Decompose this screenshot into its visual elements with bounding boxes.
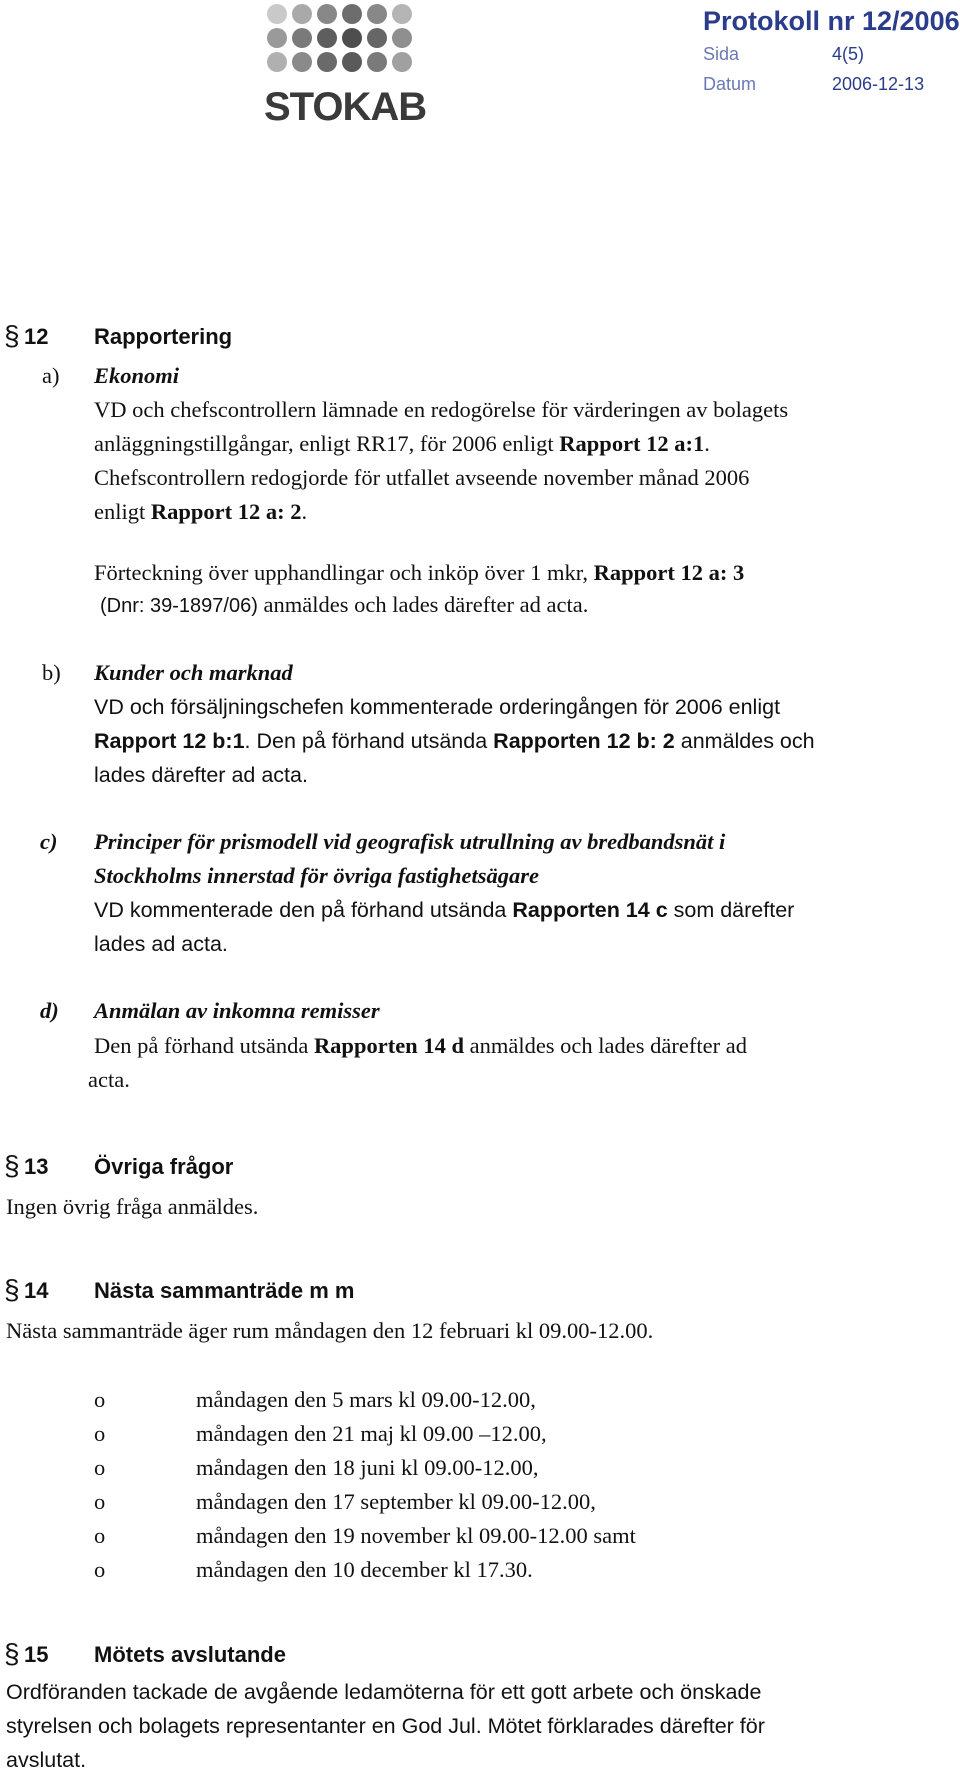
report-reference: Rapport 12 a: 3 (593, 560, 745, 585)
logo-dot (317, 4, 337, 24)
text-line: VD och försäljningschefen kommenterade orderingången för 2006 enligt (94, 695, 781, 719)
logo-dot (267, 52, 287, 72)
section-number: 13 (24, 1154, 49, 1179)
list-bullet: o (94, 1387, 106, 1412)
section-number: 15 (24, 1642, 49, 1667)
text-line: lades ad acta. (94, 932, 228, 956)
text-line: avslutat. (6, 1748, 87, 1772)
section-title: Övriga frågor (94, 1154, 234, 1179)
list-bullet: o (94, 1557, 106, 1582)
list-item: måndagen den 10 december kl 17.30. (196, 1557, 533, 1582)
section-title: Nästa sammanträde m m (94, 1278, 355, 1303)
item-marker-d: d) (40, 998, 59, 1023)
subheading-principer-cont: Stockholms innerstad för övriga fastighetsägare (94, 863, 540, 888)
section-sign: § (4, 1150, 20, 1181)
section-number: 14 (24, 1278, 49, 1303)
logo-dot-grid (265, 0, 425, 90)
section-title: Rapportering (94, 324, 233, 349)
subheading-kunder: Kunder och marknad (94, 660, 293, 685)
logo-dot (367, 4, 387, 24)
logo-dot (367, 52, 387, 72)
text-line: VD kommenterade den på förhand utsända Rapporten 14 c som därefter (94, 898, 795, 922)
logo-dot (392, 4, 412, 24)
list-bullet: o (94, 1523, 106, 1548)
text-line: lades därefter ad acta. (94, 763, 308, 787)
date-label: Datum (703, 74, 757, 94)
logo-dot (267, 4, 287, 24)
document-title: Protokoll nr 12/2006 (703, 6, 960, 36)
list-bullet: o (94, 1455, 106, 1480)
logo-dot (367, 28, 387, 48)
logo-dot (342, 4, 362, 24)
page-label: Sida (703, 44, 740, 64)
text-line: acta. (88, 1067, 130, 1092)
text-line: Ingen övrig fråga anmäldes. (6, 1194, 259, 1219)
logo-dot (317, 28, 337, 48)
section-sign: § (4, 320, 20, 351)
item-marker-a: a) (42, 363, 60, 388)
subheading-principer: Principer för prismodell vid geografisk utrullning av bredbandsnät i (94, 829, 726, 854)
report-reference: Rapporten 14 d (313, 1033, 464, 1058)
logo-dot (292, 4, 312, 24)
logo-wordmark: STOKAB (264, 85, 427, 129)
report-reference: Rapport 12 b:1 (94, 729, 245, 753)
report-reference: Rapporten 14 c (512, 898, 668, 922)
logo-dot (292, 28, 312, 48)
text-line: Nästa sammanträde äger rum måndagen den 12 februari kl 09.00-12.00. (6, 1318, 654, 1343)
list-item: måndagen den 21 maj kl 09.00 –12.00, (196, 1421, 547, 1446)
section-number: 12 (24, 324, 49, 349)
section-sign: § (4, 1638, 20, 1669)
list-item: måndagen den 18 juni kl 09.00-12.00, (196, 1455, 539, 1480)
text-line: Förteckning över upphandlingar och inköp över 1 mkr, Rapport 12 a: 3 (94, 560, 745, 585)
text-line: Chefscontrollern redogjorde för utfallet avseende november månad 2006 (94, 465, 750, 490)
text-line: (Dnr: 39-1897/06) anmäldes och lades därefter ad acta. (100, 592, 589, 617)
list-item: måndagen den 19 november kl 09.00-12.00 samt (196, 1523, 636, 1548)
document-date: 2006-12-13 (832, 74, 925, 94)
logo-dot (342, 28, 362, 48)
logo-dot (292, 52, 312, 72)
section-title: Mötets avslutande (94, 1642, 286, 1667)
report-reference: Rapport 12 a: 2 (150, 499, 302, 524)
logo-dot (317, 52, 337, 72)
subheading-remisser: Anmälan av inkomna remisser (94, 998, 380, 1023)
logo-dot (392, 52, 412, 72)
text-line: anläggningstillgångar, enligt RR17, för 2006 enligt Rapport 12 a:1. (94, 431, 710, 456)
text-line: styrelsen och bolagets representanter en God Jul. Mötet förklarades därefter för (6, 1714, 765, 1738)
text-line: Rapport 12 b:1. Den på förhand utsända Rapporten 12 b: 2 anmäldes och (94, 729, 815, 753)
item-marker-c: c) (40, 829, 58, 854)
text-line: Den på förhand utsända Rapporten 14 d anmäldes och lades därefter ad (94, 1033, 747, 1058)
text-line: VD och chefscontrollern lämnade en redogörelse för värderingen av bolagets (94, 397, 789, 422)
list-bullet: o (94, 1421, 106, 1446)
page-number: 4(5) (832, 44, 865, 64)
list-item: måndagen den 5 mars kl 09.00-12.00, (196, 1387, 536, 1412)
report-reference: Rapport 12 a:1 (559, 431, 705, 456)
registration-number: (Dnr: 39-1897/06) (100, 595, 258, 617)
section-sign: § (4, 1274, 20, 1305)
logo-dot (392, 28, 412, 48)
text-line: enligt Rapport 12 a: 2. (94, 499, 308, 524)
logo-dot (267, 28, 287, 48)
subheading-ekonomi: Ekonomi (94, 363, 180, 388)
list-bullet: o (94, 1489, 106, 1514)
list-item: måndagen den 17 september kl 09.00-12.00, (196, 1489, 596, 1514)
report-reference: Rapporten 12 b: 2 (493, 729, 675, 753)
item-marker-b: b) (42, 660, 61, 685)
logo-dot (342, 52, 362, 72)
text-line: Ordföranden tackade de avgående ledamöterna för ett gott arbete och önskade (6, 1680, 762, 1704)
